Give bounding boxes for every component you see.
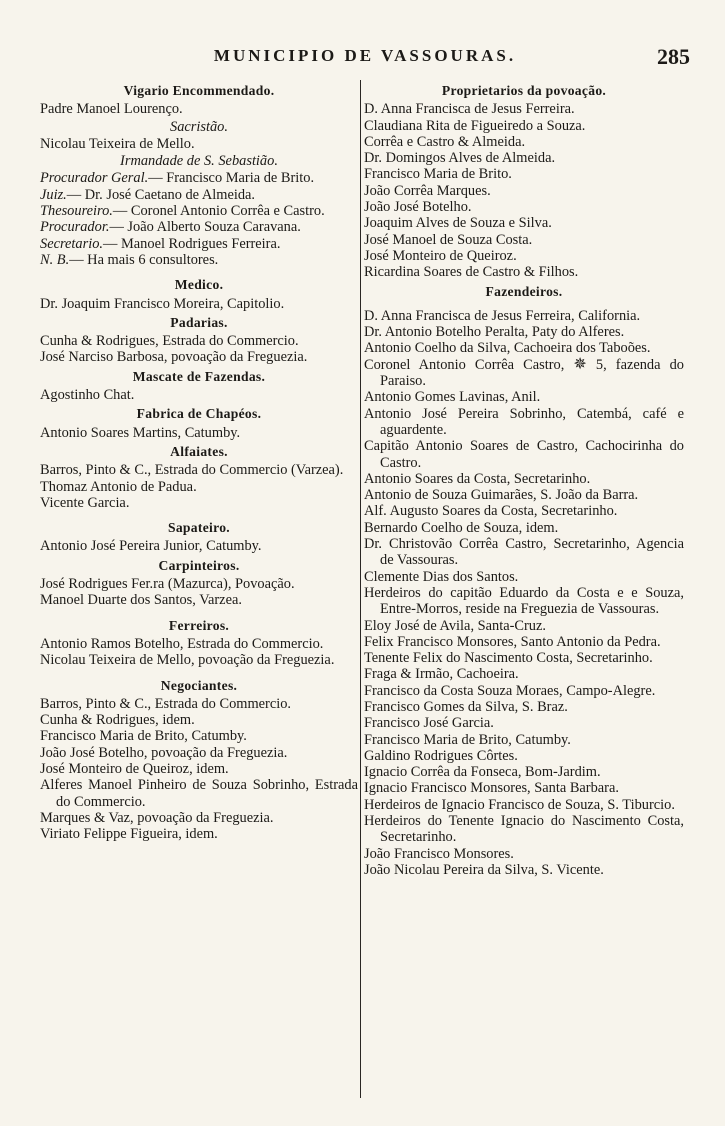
list-item xyxy=(364,357,684,390)
section-heading-mascate: Mascate de Fazendas. xyxy=(132,368,266,384)
role-label: Secretario. xyxy=(40,235,104,252)
section-heading-fazendeiros: Fazendeiros. xyxy=(485,283,563,299)
fazendeiros-list-b xyxy=(364,389,684,878)
sapateiro-list xyxy=(40,538,358,554)
right-column xyxy=(364,80,684,878)
list-item: José Manoel de Souza Costa. xyxy=(364,231,533,248)
list-item: Viriato Felippe Figueira, idem. xyxy=(40,826,218,843)
list-item: Agostinho Chat. xyxy=(40,387,135,404)
list-item: Herdeiros do Tenente Ignacio do Nascimento Costa, Secretarinho. xyxy=(364,813,684,846)
list-item xyxy=(40,203,358,219)
proprietarios-list xyxy=(364,101,684,280)
section-heading-carpinteiros: Carpinteiros. xyxy=(158,557,240,573)
role-holder: — Ha mais 6 consultores. xyxy=(69,251,219,268)
list-item: Cunha & Rodrigues, Estrada do Commercio. xyxy=(40,333,299,350)
list-item: Dr. Christovão Corrêa Castro, Secretarinho, Agencia de Vassouras. xyxy=(364,536,684,569)
list-item: Felix Francisco Monsores, Santo Antonio da Pedra. xyxy=(364,633,661,650)
list-item: Galdino Rodrigues Côrtes. xyxy=(364,747,518,764)
list-item: João José Botelho. xyxy=(364,199,472,216)
alfaiates-list xyxy=(40,462,358,511)
list-item: José Narciso Barbosa, povoação da Freguezia. xyxy=(40,349,308,366)
role-holder: — João Alberto Souza Caravana. xyxy=(109,219,301,236)
negociantes-list xyxy=(40,696,358,843)
list-item: Francisco Maria de Brito, Catumby. xyxy=(364,731,571,748)
list-item: Nicolau Teixeira de Mello. xyxy=(40,135,195,152)
fazendeiros-list-a xyxy=(364,308,684,357)
role-holder: — Manoel Rodrigues Ferreira. xyxy=(103,235,281,252)
role-label: Procurador Geral. xyxy=(40,170,149,187)
section-heading-alfaiates: Alfaiates. xyxy=(170,443,228,459)
list-item: Clemente Dias dos Santos. xyxy=(364,568,519,585)
role-label: Procurador. xyxy=(40,219,110,236)
role-holder: — Coronel Antonio Corrêa e Castro. xyxy=(112,203,325,220)
list-item: Bernardo Coelho de Souza, idem. xyxy=(364,519,559,536)
list-item: Francisco da Costa Souza Moraes, Campo-Alegre. xyxy=(364,682,656,699)
page-number: 285 xyxy=(657,44,690,69)
role-holder: — Francisco Maria de Brito. xyxy=(148,170,315,187)
section-heading-padarias: Padarias. xyxy=(170,314,228,330)
page-header xyxy=(40,46,690,72)
list-item: Claudiana Rita de Figueiredo a Souza. xyxy=(364,117,586,134)
medico-list xyxy=(40,296,358,312)
list-item: Antonio José Pereira Junior, Catumby. xyxy=(40,538,262,555)
coffee-mark-icon: ✵ xyxy=(573,355,587,373)
list-item: Nicolau Teixeira de Mello, povoação da Freguezia. xyxy=(40,652,335,669)
role-label: Juiz. xyxy=(40,186,67,203)
list-item: João Francisco Monsores. xyxy=(364,845,514,862)
list-item xyxy=(40,170,358,186)
list-item: Antonio Ramos Botelho, Estrada do Commercio. xyxy=(40,635,324,652)
section-heading-proprietarios: Proprietarios da povoação. xyxy=(441,83,607,98)
list-item xyxy=(40,236,358,252)
list-item: João Nicolau Pereira da Silva, S. Vicente. xyxy=(364,861,604,878)
list-item: Dr. Antonio Botelho Peralta, Paty do Alferes. xyxy=(364,324,625,341)
list-item: Tenente Felix do Nascimento Costa, Secretarinho. xyxy=(364,650,653,667)
role-label: N. B. xyxy=(40,251,70,268)
padarias-list xyxy=(40,333,358,366)
section-heading-ferreiros: Ferreiros. xyxy=(168,617,230,633)
page-title: MUNICIPIO DE VASSOURAS. xyxy=(213,46,517,65)
list-item: D. Anna Francisca de Jesus Ferreira. xyxy=(364,101,575,118)
list-item: Capitão Antonio Soares de Castro, Cachocirinha do Castro. xyxy=(364,438,684,471)
list-item: Cunha & Rodrigues, idem. xyxy=(40,712,195,729)
list-item: Antonio Gomes Lavinas, Anil. xyxy=(364,389,541,406)
list-item: Herdeiros de Ignacio Francisco de Souza, S. Tiburcio. xyxy=(364,796,675,813)
list-item: Alferes Manoel Pinheiro de Souza Sobrinho, Estrada do Commercio. xyxy=(40,777,358,810)
list-item: Eloy José de Avila, Santa-Cruz. xyxy=(364,617,546,634)
list-item: Antonio de Souza Guimarães, S. João da Barra. xyxy=(364,487,639,504)
section-heading-sapateiro: Sapateiro. xyxy=(167,520,231,536)
section-heading-vigario: Vigario Encommendado. xyxy=(123,83,275,98)
role-label: Thesoureiro. xyxy=(40,203,113,220)
list-item: Antonio Soares Martins, Catumby. xyxy=(40,424,241,441)
list-item: Ricardina Soares de Castro & Filhos. xyxy=(364,264,579,281)
list-item: Ignacio Francisco Monsores, Santa Barbara. xyxy=(364,780,619,797)
list-item xyxy=(40,252,358,268)
section-heading-chapeos: Fabrica de Chapéos. xyxy=(136,406,262,422)
list-item: João José Botelho, povoação da Freguezia. xyxy=(40,744,288,761)
list-item: Antonio Soares da Costa, Secretarinho. xyxy=(364,470,591,487)
list-item: Herdeiros do capitão Eduardo da Costa e e Souza, Entre-Morros, reside na Freguezia de Vassouras. xyxy=(364,584,684,618)
left-column xyxy=(40,80,358,842)
list-item: Francisco Maria de Brito. xyxy=(364,166,512,183)
list-item xyxy=(40,219,358,235)
section-heading-irmandade: Irmandade de S. Sebastião. xyxy=(120,153,278,170)
list-item: Antonio Coelho da Silva, Cachoeira dos Taboões. xyxy=(364,340,651,357)
column-divider xyxy=(360,80,361,1098)
carpinteiros-list xyxy=(40,576,358,609)
paraiso-text-after: 5, fazenda do Paraiso. xyxy=(380,356,684,390)
section-heading-sacristao: Sacristão. xyxy=(170,118,228,135)
paraiso-text-before: Coronel Antonio Corrêa Castro, xyxy=(364,356,565,373)
list-item xyxy=(40,187,358,203)
list-item: Joaquim Alves de Souza e Silva. xyxy=(364,215,552,232)
list-item: Corrêa e Castro & Almeida. xyxy=(364,133,526,150)
section-heading-medico: Medico. xyxy=(174,277,224,293)
list-item: Barros, Pinto & C., Estrada do Commercio. xyxy=(40,695,292,712)
list-item: Dr. Domingos Alves de Almeida. xyxy=(364,150,556,167)
list-item: Thomaz Antonio de Padua. xyxy=(40,478,197,495)
list-item: D. Anna Francisca de Jesus Ferreira, California. xyxy=(364,307,641,324)
list-item: Vicente Garcia. xyxy=(40,494,130,511)
list-item: Marques & Vaz, povoação da Freguezia. xyxy=(40,809,274,826)
list-item: José Monteiro de Queiroz. xyxy=(364,247,517,264)
list-item: Fraga & Irmão, Cachoeira. xyxy=(364,666,519,683)
list-item: João Corrêa Marques. xyxy=(364,182,491,199)
role-holder: — Dr. José Caetano de Almeida. xyxy=(66,186,256,203)
list-item: José Rodrigues Fer.ra (Mazurca), Povoação. xyxy=(40,576,295,593)
list-item: José Monteiro de Queiroz, idem. xyxy=(40,760,229,777)
list-item: Dr. Joaquim Francisco Moreira, Capitolio. xyxy=(40,295,285,312)
list-item: Barros, Pinto & C., Estrada do Commercio (Varzea). xyxy=(40,462,344,479)
chapeos-list xyxy=(40,425,358,441)
mascate-list xyxy=(40,387,358,403)
list-item: Francisco Gomes da Silva, S. Braz. xyxy=(364,698,568,715)
list-item: Manoel Duarte dos Santos, Varzea. xyxy=(40,592,242,609)
list-item: Francisco José Garcia. xyxy=(364,715,494,732)
ferreiros-list xyxy=(40,636,358,669)
list-item: Ignacio Corrêa da Fonseca, Bom-Jardim. xyxy=(364,764,601,781)
list-item: Alf. Augusto Soares da Costa, Secretarinho. xyxy=(364,503,618,520)
list-item: Francisco Maria de Brito, Catumby. xyxy=(40,728,247,745)
section-heading-negociantes: Negociantes. xyxy=(160,677,238,693)
list-item: Antonio José Pereira Sobrinho, Catembá, café e aguardente. xyxy=(364,405,684,438)
irmandade-list xyxy=(40,170,358,268)
list-item: Padre Manoel Lourenço. xyxy=(40,101,183,118)
